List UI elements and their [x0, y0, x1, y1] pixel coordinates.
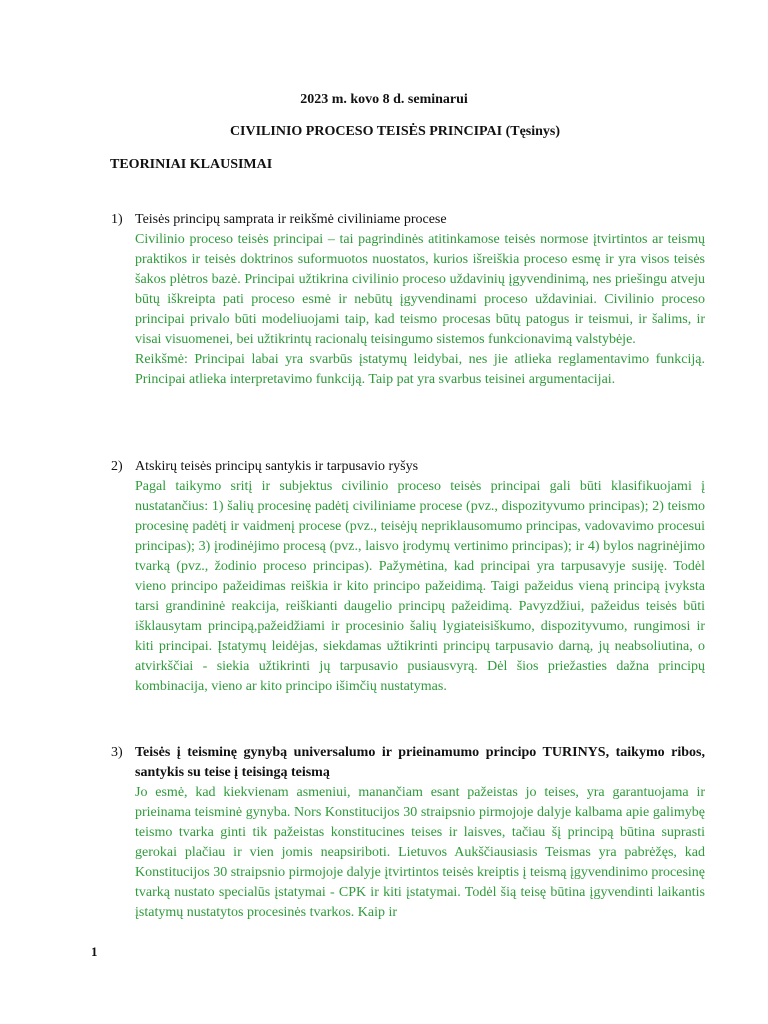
document-title: CIVILINIO PROCESO TEISĖS PRINCIPAI (Tęsinys): [229, 124, 561, 139]
question-number: 3): [111, 745, 123, 760]
section-heading: TEORINIAI KLAUSIMAI: [110, 157, 273, 172]
question-item-3: [111, 743, 705, 923]
answer-paragraph: Jo esmė, kad kiekvienam asmeniui, manančiam esant pažeistas jo teises, yra garantuojama ir prieinama teisminė gynyba. Nors Konstitucijos 30 straipsnio pirmojoje dalyje kalbama apie galimybę teismo tvarka ginti tik pažeistas konstitucines teises ir laisves, tačiau šį principą būtina suprasti gerokai plačiau ir vien jomis neapsiriboti. Lietuvos Aukščiausiasis Teismas yra pabrėžęs, kad Konstitucijos 30 straipsnio pirmojoje dalyje įtvirtintos teisės kreiptis į teismą įgyvendinimo procesinę tvarką nustato specialūs įstatymai - CPK ir kiti įstatymai. Todėl šią teisę būtina įgyvendinti laikantis įstatymų nustatytos procesinės tvarkos. Kaip ir: [135, 785, 705, 920]
question-heading: Teisės principų samprata ir reikšmė civiliniame procese: [135, 212, 447, 227]
question-item-2: [111, 457, 705, 697]
question-heading: Teisės į teisminę gynybą universalumo ir prieinamumo principo TURINYS, taikymo ribos, santykis su teise į teisingą teismą: [135, 745, 705, 780]
question-item-1: [111, 210, 705, 390]
answer-paragraph: Reikšmė: Principai labai yra svarbūs įstatymų leidybai, nes jie atlieka reglamentavimo funkciją. Principai atlieka interpretavimo funkciją. Taip pat yra svarbus teisinei argumentacijai.: [135, 352, 705, 387]
seminar-date: 2023 m. kovo 8 d. seminarui: [300, 92, 468, 107]
page-number: 1: [91, 944, 98, 959]
answer-paragraph: Civilinio proceso teisės principai – tai pagrindinės atitinkamose teisės normose įtvirtintos ar teismų praktikos ir teisės doktrinos suformuotos nuostatos, kurios išreiškia proceso esmę ir yra visos teisės šakos plėtros bazė. Principai užtikrina civilinio proceso uždavinių įgyvendinimą, nes priešingu atveju būtų iškreipta pati proceso esmė ir nebūtų įgyvendinami proceso uždaviniai. Civilinio proceso principai privalo būti modeliuojami taip, kad teismo procesas būtų patogus ir teismui, ir šalims, ir visai visuomenei, bei užtikrintų racionalų teisingumo sistemos funkcionavimą valstybėje.: [135, 232, 705, 347]
question-number: 1): [111, 212, 123, 227]
answer-paragraph: Pagal taikymo sritį ir subjektus civilinio proceso teisės principai gali būti klasifikuojami į nustatančius: 1) šalių procesinę padėtį civiliniame procese (pvz., dispozityvumo principas); 2) teismo procesinę padėtį ir vaidmenį procese (pvz., teisėjų nepriklausomumo principas, vadovavimo procesui principas); 3) įrodinėjimo procesą (pvz., laisvo įrodymų vertinimo principas); ir 4) bylos nagrinėjimo tvarką (pvz., žodinio proceso principas). Pažymėtina, kad principai yra tarpusavyje susiję. Todėl vieno principo pažeidimas reiškia ir kito principo pažeidimą. Taigi pažeidus vieną principą įvyksta tarsi grandininė reakcija, reiškianti daugelio principų pažeidimą. Pavyzdžiui, pažeidus teisės būti išklausytam principą,pažeidžiami ir procesinio šalių lygiateisiškumo, dispozityvumo, rungimosi ir kiti principai. Įstatymų leidėjas, siekdamas užtikrinti principų tarpusavio darną, jų neabsoliutina, o atvirkščiai - siekia užtikrinti jų tarpusavio pusiausvyrą. Dėl šios priežasties dažna principų kombinacija, vieno ar kito principo išimčių nustatymas.: [135, 479, 705, 694]
question-number: 2): [111, 459, 123, 474]
question-heading: Atskirų teisės principų santykis ir tarpusavio ryšys: [135, 459, 419, 474]
